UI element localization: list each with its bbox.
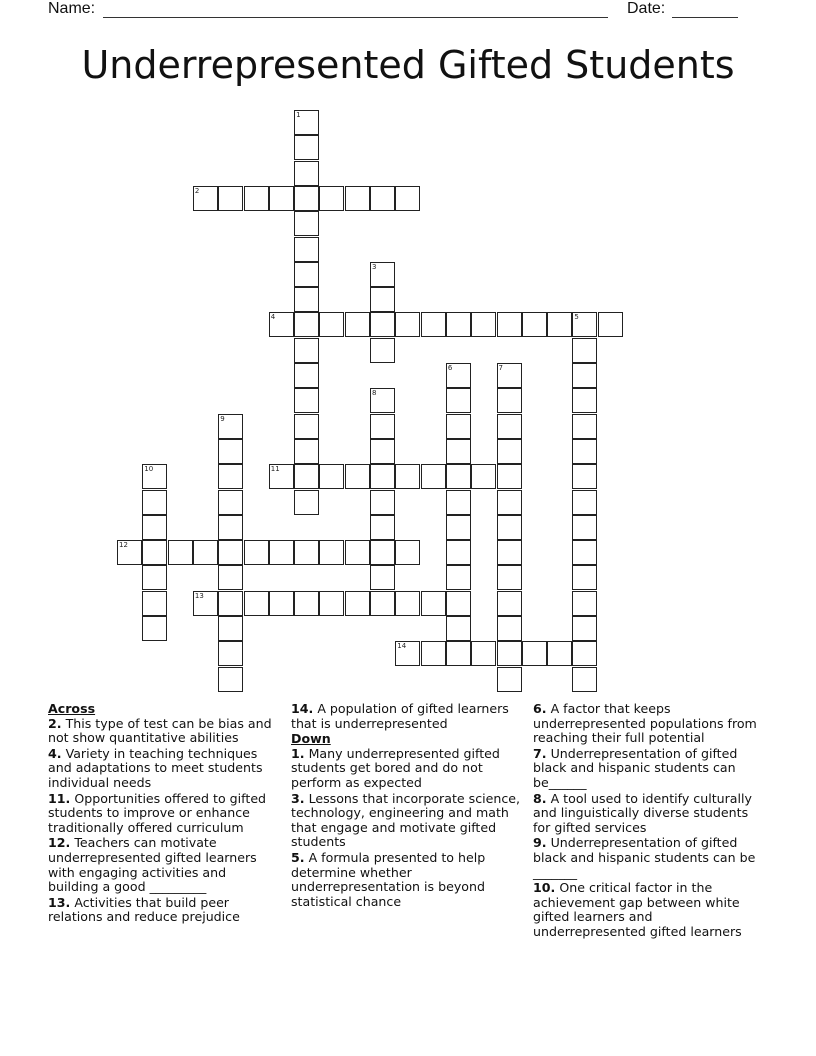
crossword-cell[interactable] xyxy=(446,414,471,439)
clue-number: 9 xyxy=(220,414,225,423)
crossword-cell[interactable] xyxy=(142,490,167,515)
clues-column-2 xyxy=(291,702,523,910)
crossword-cell[interactable] xyxy=(572,490,597,515)
clue-number: 13 xyxy=(194,591,204,600)
crossword-cell[interactable] xyxy=(446,641,471,666)
clue-number-label: 4. xyxy=(48,745,62,761)
clue-text: One critical factor in the achievement gap between white gifted learners and underrepresented gifted learners xyxy=(533,880,742,939)
crossword-cell[interactable] xyxy=(547,641,572,666)
crossword-cell[interactable] xyxy=(395,186,420,211)
crossword-cell[interactable] xyxy=(572,540,597,565)
clue-number-label: 12. xyxy=(48,835,71,851)
clue-item xyxy=(533,792,765,836)
crossword-cell[interactable] xyxy=(142,591,167,616)
crossword-cell[interactable] xyxy=(345,186,370,211)
crossword-cell[interactable] xyxy=(117,540,142,565)
crossword-cell[interactable] xyxy=(294,262,319,287)
crossword-cell[interactable] xyxy=(142,464,167,489)
clue-number-label: 7. xyxy=(533,745,547,761)
clue-text: Underrepresentation of gifted black and hispanic students can be______ xyxy=(533,745,738,790)
crossword-cell[interactable] xyxy=(370,565,395,590)
crossword-cell[interactable] xyxy=(370,338,395,363)
crossword-cell[interactable] xyxy=(421,641,446,666)
crossword-cell[interactable] xyxy=(294,591,319,616)
crossword-cell[interactable] xyxy=(471,464,496,489)
header xyxy=(48,0,768,22)
name-blank-line[interactable] xyxy=(103,17,608,18)
crossword-cell[interactable] xyxy=(218,515,243,540)
crossword-cell[interactable] xyxy=(572,388,597,413)
crossword-cell[interactable] xyxy=(319,464,344,489)
crossword-cell[interactable] xyxy=(497,641,522,666)
crossword-cell[interactable] xyxy=(572,515,597,540)
crossword-cell[interactable] xyxy=(497,540,522,565)
crossword-cell[interactable] xyxy=(193,186,218,211)
crossword-cell[interactable] xyxy=(572,616,597,641)
crossword-cell[interactable] xyxy=(497,591,522,616)
crossword-cell[interactable] xyxy=(522,641,547,666)
crossword-cell[interactable] xyxy=(446,490,471,515)
clue-item xyxy=(48,717,280,746)
crossword-cell[interactable] xyxy=(218,591,243,616)
crossword-cell[interactable] xyxy=(370,540,395,565)
crossword-cell[interactable] xyxy=(269,312,294,337)
crossword-cell[interactable] xyxy=(370,490,395,515)
crossword-cell[interactable] xyxy=(345,591,370,616)
crossword-cell[interactable] xyxy=(572,667,597,692)
crossword-cell[interactable] xyxy=(497,616,522,641)
crossword-cell[interactable] xyxy=(218,616,243,641)
clue-text: Variety in teaching techniques and adaptations to meet students individual needs xyxy=(48,745,263,790)
clues-column-3 xyxy=(533,702,765,941)
clue-item xyxy=(533,881,765,939)
crossword-cell[interactable] xyxy=(572,414,597,439)
clue-number-label: 1. xyxy=(291,745,305,761)
clue-item xyxy=(291,792,523,850)
clue-item xyxy=(48,747,280,791)
crossword-cell[interactable] xyxy=(319,312,344,337)
clue-item xyxy=(48,836,280,894)
crossword-cell[interactable] xyxy=(370,262,395,287)
crossword-cell[interactable] xyxy=(572,565,597,590)
crossword-cell[interactable] xyxy=(395,641,420,666)
crossword-cell[interactable] xyxy=(446,312,471,337)
crossword-cell[interactable] xyxy=(193,540,218,565)
crossword-cell[interactable] xyxy=(294,490,319,515)
crossword-cell[interactable] xyxy=(547,312,572,337)
clue-item xyxy=(291,702,523,731)
crossword-cell[interactable] xyxy=(395,591,420,616)
crossword-cell[interactable] xyxy=(345,464,370,489)
crossword-cell[interactable] xyxy=(218,490,243,515)
crossword-cell[interactable] xyxy=(294,338,319,363)
crossword-cell[interactable] xyxy=(294,439,319,464)
clue-item xyxy=(533,836,765,880)
clue-number-label: 13. xyxy=(48,894,71,910)
crossword-cell[interactable] xyxy=(497,312,522,337)
crossword-cell[interactable] xyxy=(294,540,319,565)
clue-number-label: 2. xyxy=(48,715,62,731)
crossword-cell[interactable] xyxy=(395,464,420,489)
crossword-cell[interactable] xyxy=(370,312,395,337)
clue-number: 1 xyxy=(296,111,301,119)
crossword-cell[interactable] xyxy=(446,388,471,413)
clue-text: A tool used to identify culturally and linguistically diverse students for gifted services xyxy=(533,790,752,835)
crossword-cell[interactable] xyxy=(218,439,243,464)
crossword-cell[interactable] xyxy=(269,591,294,616)
clue-text: A factor that keeps underrepresented populations from reaching their full potential xyxy=(533,701,757,746)
crossword-cell[interactable] xyxy=(142,616,167,641)
clue-number-label: 14. xyxy=(291,701,314,716)
crossword-cell[interactable] xyxy=(497,565,522,590)
crossword-cell[interactable] xyxy=(269,464,294,489)
clue-item xyxy=(533,747,765,791)
crossword-cell[interactable] xyxy=(598,312,623,337)
clue-number-label: 6. xyxy=(533,701,547,716)
clue-text: Activities that build peer relations and reduce prejudice xyxy=(48,894,240,925)
date-label: Date: xyxy=(627,0,666,17)
crossword-cell[interactable] xyxy=(294,161,319,186)
crossword-cell[interactable] xyxy=(395,312,420,337)
crossword-cell[interactable] xyxy=(446,363,471,388)
clue-number: 12 xyxy=(119,541,128,550)
across-heading: Across xyxy=(48,701,96,716)
crossword-cell[interactable] xyxy=(572,439,597,464)
crossword-cell[interactable] xyxy=(370,414,395,439)
crossword-cell[interactable] xyxy=(446,616,471,641)
crossword-cell[interactable] xyxy=(244,186,269,211)
down-heading: Down xyxy=(291,731,331,747)
clue-number: 10 xyxy=(144,465,154,474)
crossword-cell[interactable] xyxy=(446,565,471,590)
crossword-cell[interactable] xyxy=(269,540,294,565)
crossword-cell[interactable] xyxy=(572,464,597,489)
clue-item xyxy=(48,896,280,925)
clue-number: 2 xyxy=(194,186,200,195)
crossword-cell[interactable] xyxy=(294,414,319,439)
crossword-cell[interactable] xyxy=(294,135,319,160)
clue-number: 11 xyxy=(270,465,280,474)
crossword-cell[interactable] xyxy=(218,667,243,692)
clue-number: 14 xyxy=(397,642,407,651)
crossword-cell[interactable] xyxy=(142,515,167,540)
crossword-cell[interactable] xyxy=(522,312,547,337)
crossword-cell[interactable] xyxy=(471,312,496,337)
crossword-cell[interactable] xyxy=(497,490,522,515)
date-blank-line[interactable] xyxy=(672,17,738,18)
crossword-cell[interactable] xyxy=(294,388,319,413)
crossword-cell[interactable] xyxy=(294,211,319,236)
crossword-cell[interactable] xyxy=(395,540,420,565)
crossword-cell[interactable] xyxy=(218,540,243,565)
clue-text: Opportunities offered to gifted students to improve or enhance traditionally offered curriculum xyxy=(48,790,267,835)
crossword-cell[interactable] xyxy=(497,464,522,489)
clue-text: A population of gifted learners that is underrepresented xyxy=(291,701,509,731)
crossword-cell[interactable] xyxy=(294,464,319,489)
clue-number: 4 xyxy=(270,313,276,322)
crossword-cell[interactable] xyxy=(345,540,370,565)
clue-number-label: 9. xyxy=(533,835,547,851)
clue-text: Lessons that incorporate science, technology, engineering and math that engage and motivate gifted students xyxy=(291,790,521,850)
clue-number: 8 xyxy=(372,389,377,398)
crossword-cell[interactable] xyxy=(142,540,167,565)
clue-number-label: 3. xyxy=(291,790,305,806)
name-label: Name: xyxy=(48,0,96,17)
clue-number: 6 xyxy=(447,364,453,372)
crossword-cell[interactable] xyxy=(218,565,243,590)
crossword-cell[interactable] xyxy=(319,186,344,211)
crossword-cell[interactable] xyxy=(572,312,597,337)
clue-number-label: 5. xyxy=(291,849,305,865)
clue-number: 5 xyxy=(574,313,579,322)
crossword-cell[interactable] xyxy=(421,591,446,616)
crossword-cell[interactable] xyxy=(497,363,522,388)
clue-number-label: 8. xyxy=(533,790,547,806)
clue-item xyxy=(291,747,523,791)
crossword-cell[interactable] xyxy=(370,464,395,489)
crossword-cell[interactable] xyxy=(497,388,522,413)
page-title: Underrepresented Gifted Students xyxy=(81,43,735,87)
crossword-cell[interactable] xyxy=(294,363,319,388)
clue-item xyxy=(291,851,523,909)
clue-text: Teachers can motivate underrepresented gifted learners with engaging activities and building a good _________ xyxy=(48,835,257,895)
crossword-cell[interactable] xyxy=(572,641,597,666)
crossword-cell[interactable] xyxy=(218,186,243,211)
clue-number: 3 xyxy=(372,262,377,271)
crossword-cell[interactable] xyxy=(370,515,395,540)
crossword-cell[interactable] xyxy=(370,388,395,413)
clue-item xyxy=(533,702,765,746)
crossword-cell[interactable] xyxy=(294,312,319,337)
clue-number-label: 10. xyxy=(533,880,556,896)
crossword-cell[interactable] xyxy=(572,363,597,388)
crossword-cell[interactable] xyxy=(370,439,395,464)
crossword-cell[interactable] xyxy=(218,641,243,666)
crossword-cell[interactable] xyxy=(497,414,522,439)
crossword-cell[interactable] xyxy=(294,237,319,262)
crossword-cell[interactable] xyxy=(142,565,167,590)
clue-number: 7 xyxy=(498,364,503,372)
crossword-cell[interactable] xyxy=(319,591,344,616)
crossword-cell[interactable] xyxy=(421,312,446,337)
crossword-cell[interactable] xyxy=(244,591,269,616)
crossword-cell[interactable] xyxy=(421,464,446,489)
crossword-cell[interactable] xyxy=(446,540,471,565)
crossword-cell[interactable] xyxy=(471,641,496,666)
crossword-cell[interactable] xyxy=(294,186,319,211)
clue-text: Many underrepresented gifted students get bored and do not perform as expected xyxy=(291,745,500,790)
clue-text: This type of test can be bias and not show quantitative abilities xyxy=(48,715,272,746)
crossword-cell[interactable] xyxy=(269,186,294,211)
crossword-cell[interactable] xyxy=(244,540,269,565)
clue-number-label: 11. xyxy=(48,790,71,806)
clue-text: Underrepresentation of gifted black and hispanic students can be _______ xyxy=(533,835,756,880)
clue-item xyxy=(48,792,280,836)
crossword-cell[interactable] xyxy=(168,540,193,565)
crossword-cell[interactable] xyxy=(294,287,319,312)
crossword-cell[interactable] xyxy=(446,591,471,616)
crossword-cell[interactable] xyxy=(572,338,597,363)
crossword-cell[interactable] xyxy=(319,540,344,565)
crossword-cell[interactable] xyxy=(218,414,243,439)
crossword-cell[interactable] xyxy=(218,464,243,489)
crossword-cell[interactable] xyxy=(193,591,218,616)
crossword-cell[interactable] xyxy=(370,287,395,312)
crossword-cell[interactable] xyxy=(370,591,395,616)
crossword-cell[interactable] xyxy=(497,515,522,540)
clue-text: A formula presented to help determine whether underrepresentation is beyond statistical chance xyxy=(291,849,486,909)
crossword-cell[interactable] xyxy=(446,515,471,540)
clues-column-1 xyxy=(48,702,280,926)
crossword-cell[interactable] xyxy=(294,110,319,135)
crossword-cell[interactable] xyxy=(497,439,522,464)
crossword-cell[interactable] xyxy=(572,591,597,616)
crossword-cell[interactable] xyxy=(446,439,471,464)
crossword-cell[interactable] xyxy=(446,464,471,489)
crossword-cell[interactable] xyxy=(345,312,370,337)
crossword-cell[interactable] xyxy=(370,186,395,211)
crossword-cell[interactable] xyxy=(497,667,522,692)
